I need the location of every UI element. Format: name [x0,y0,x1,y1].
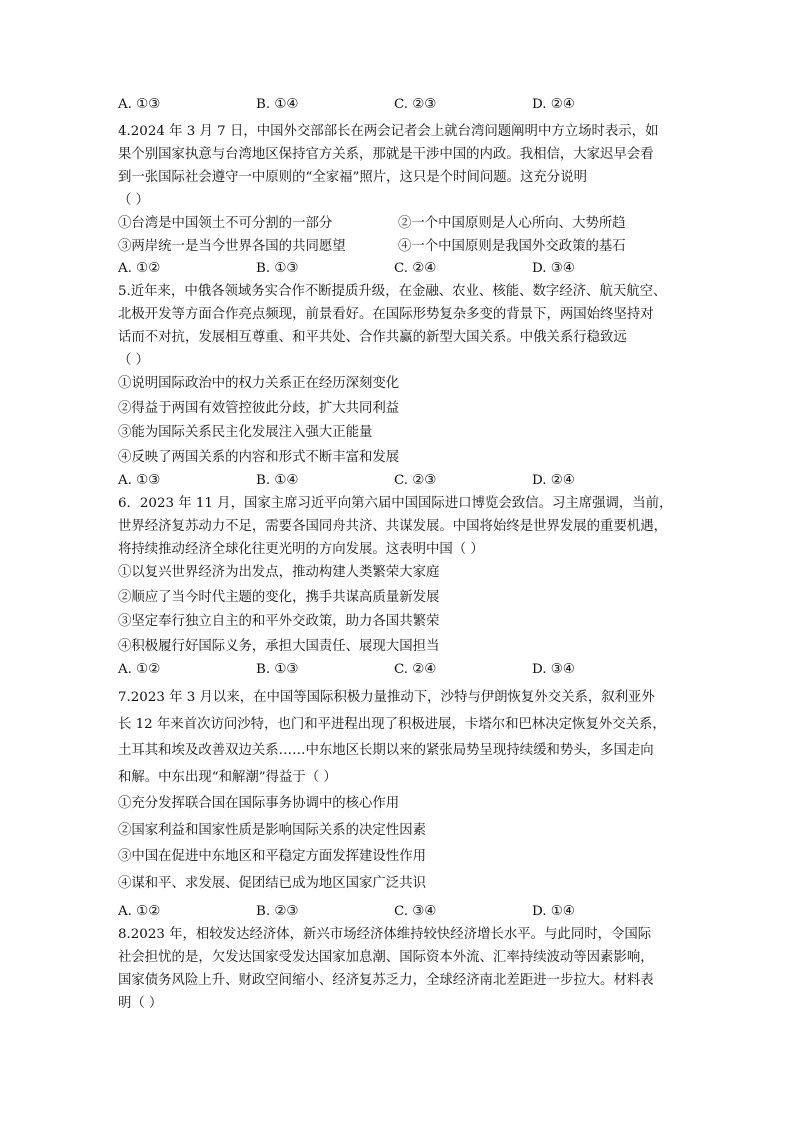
q6-option-d: D. ③④ [532,662,575,677]
q8-stem-line: 8.2023 年，相较发达经济体，新兴市场经济体维持较快经济增长水平。与此同时，令国际 [118,927,652,942]
q8-stem-line: 社会担忧的是，欠发达国家受发达国家加息潮、国际资本外流、汇率持续波动等因素影响， [118,950,654,965]
q7-statement-1: ①充分发挥联合国在国际事务协调中的核心作用 [118,796,400,811]
q5-stem-line: 5.近年来，中俄各领域务实合作不断提质升级，在金融、农业、核能、数字经济、航天航空、 [118,284,667,299]
q7-stem-line: 土耳其和埃及改善双边关系……中东地区长期以来的紧张局势呈现持续缓和势头，多国走向 [118,743,654,758]
q4-statement-4: ④一个中国原则是我国外交政策的基石 [398,239,626,254]
q5-statement-2: ②得益于两国有效管控彼此分歧，扩大共同利益 [118,400,400,416]
q6-statement-3: ③坚定奉行独立自主的和平外交政策，助力各国共繁荣 [118,614,440,629]
q5-statement-3: ③能为国际关系民主化发展注入强大正能量 [118,425,373,440]
q5-option-d: D. ②④ [532,473,575,488]
q6-stem-line: 6．2023 年 11 月，国家主席习近平向第六届中国国际进口博览会致信。习主席强调，当前， [118,496,673,511]
q4-option-c: C. ②④ [394,261,437,276]
q4-options [118,258,678,280]
q3-options [118,94,678,116]
q7-options [118,901,678,923]
question-8 [118,923,678,1015]
q4-statement-2: ②一个中国原则是人心所向、大势所趋 [398,216,626,231]
q7-statement-2: ②国家利益和国家性质是影响国际关系的决定性因素 [118,822,426,838]
q5-answer-blank: （ ） [118,353,150,368]
q4-option-d: D. ③④ [532,261,575,276]
q6-stem-line: 世界经济复苏动力不足，需要各国同舟共济、共谋发展。中国将始终是世界发展的重要机遇， [118,519,668,534]
q3-option-d: D. ②④ [532,97,575,112]
q5-stem-line: 北极开发等方面合作亮点频现，前景看好。在国际形势复杂多变的背景下，两国始终坚持对 [118,307,654,322]
q7-statement-3: ③中国在促进中东地区和平稳定方面发挥建设性作用 [118,849,426,864]
question-5 [118,280,678,492]
q7-stem-line: 和解。中东出现“和解潮”得益于（ ） [118,769,337,785]
q6-options [118,659,678,681]
q8-stem-line: 国家债务风险上升、财政空间缩小、经济复苏乏力，全球经济南北差距进一步拉大。材料表 [118,973,654,988]
q4-answer-blank: （ ） [118,193,150,208]
exam-page [118,94,678,1015]
q5-option-c: C. ②③ [394,473,437,488]
q5-statement-1: ①说明国际政治中的权力关系正在经历深刻变化 [118,376,400,391]
q4-statement-1: ①台湾是中国领土不可分割的一部分 [118,216,333,231]
q4-stem-line: 果个别国家执意与台湾地区保持官方关系，那就是干涉中国的内政。我相信，大家迟早会看 [118,147,654,162]
q4-statements-row [118,212,678,235]
q6-statement-1: ①以复兴世界经济为出发点，推动构建人类繁荣大家庭 [118,565,440,580]
q7-option-b: B. ②③ [256,904,299,919]
q5-statement-4: ④反映了两国关系的内容和形式不断丰富和发展 [118,449,400,465]
question-7 [118,685,678,923]
q8-answer-blank: 明（ ） [118,996,163,1011]
q3-option-c: C. ②③ [394,97,437,112]
question-6 [118,492,678,681]
q6-stem-line: 将持续推动经济全球化往更光明的方向发展。这表明中国（ ） [118,542,484,557]
q4-statement-3: ③两岸统一是当今世界各国的共同愿望 [118,239,346,254]
q7-option-c: C. ③④ [394,904,437,919]
q3-option-a: A. ①③ [118,97,161,112]
q5-option-b: B. ①④ [256,473,299,488]
q4-statements-row [118,235,678,258]
q4-stem-line: 到一张国际社会遵守一中原则的“全家福”照片，这只是个时间问题。这充分说明 [118,170,587,185]
q5-options [118,470,678,492]
q4-stem-line: 4.2024 年 3 月 7 日，中国外交部部长在两会记者会上就台湾问题阐明中方立场时表示，如 [118,124,659,139]
question-4 [118,120,678,280]
q7-option-d: D. ①④ [532,904,575,919]
q6-option-b: B. ①③ [256,662,299,677]
q4-option-a: A. ①② [118,261,161,276]
q3-option-b: B. ①④ [256,97,299,112]
q7-stem-line: 7.2023 年 3 月以来，在中国等国际积极力量推动下，沙特与伊朗恢复外交关系，叙利亚外 [118,690,655,705]
q4-option-b: B. ①③ [256,261,299,276]
q5-stem-line: 话而不对抗，发展相互尊重、和平共处、合作共赢的新型大国关系。中俄关系行稳致远 [118,330,627,345]
q6-statement-4: ④积极履行好国际义务，承担大国责任、展现大国担当 [118,638,440,654]
q6-option-a: A. ①② [118,662,161,677]
q7-option-a: A. ①② [118,904,161,919]
q7-statement-4: ④谋和平、求发展、促团结已成为地区国家广泛共识 [118,875,426,891]
q5-option-a: A. ①③ [118,473,161,488]
q6-option-c: C. ②④ [394,662,437,677]
q6-statement-2: ②顺应了当今时代主题的变化，携手共谋高质量新发展 [118,589,440,605]
q7-stem-line: 长 12 年来首次访问沙特，也门和平进程出现了积极进展，卡塔尔和巴林决定恢复外交关系， [118,716,666,732]
